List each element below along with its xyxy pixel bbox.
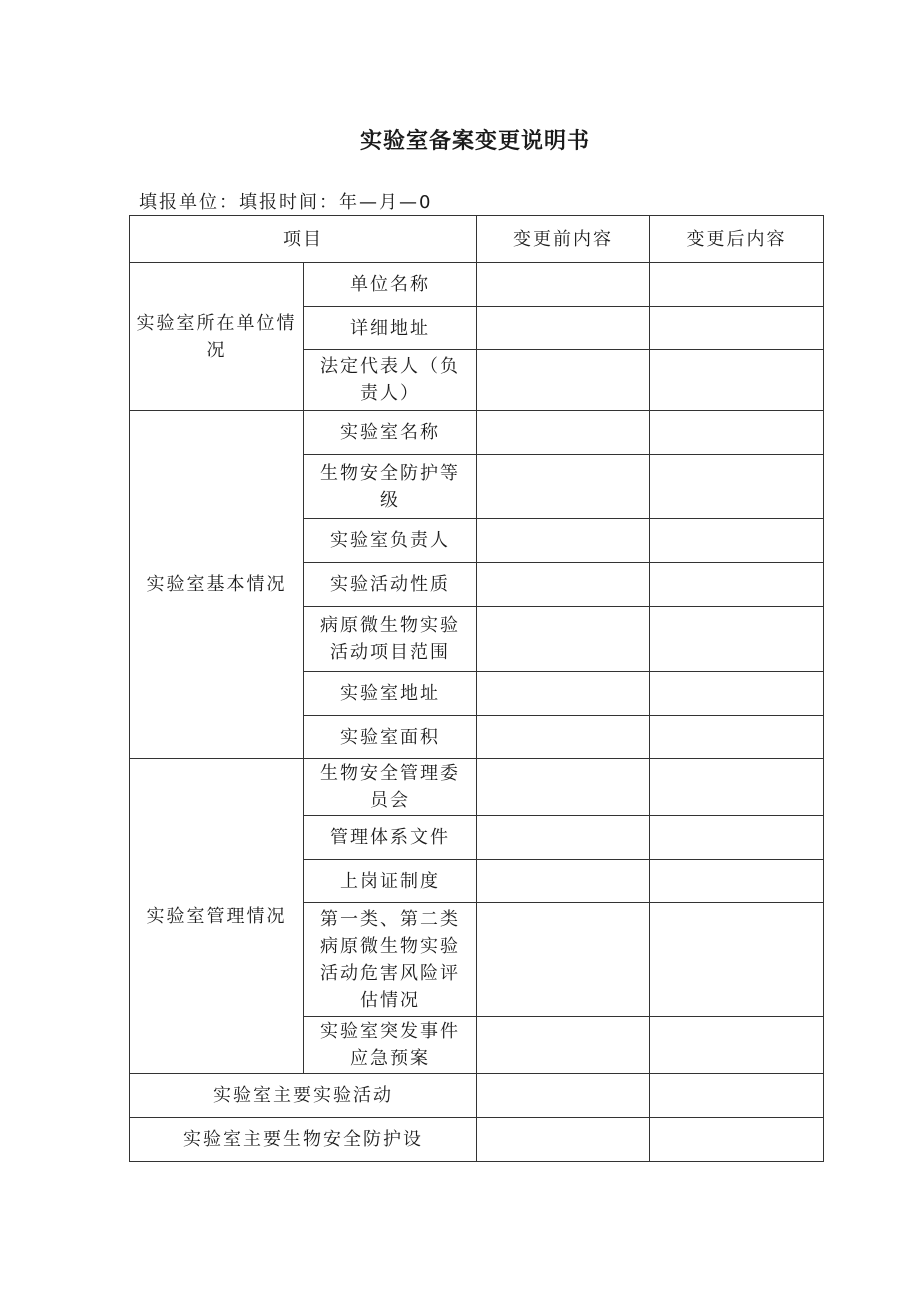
header-before-content: 变更前内容 (477, 216, 650, 263)
after-cell[interactable] (650, 903, 824, 1017)
row-label: 实验室突发事件应急预案 (304, 1017, 477, 1074)
before-cell[interactable] (477, 1017, 650, 1074)
row-label: 生物安全管理委员会 (304, 759, 477, 816)
before-cell[interactable] (477, 563, 650, 607)
before-cell[interactable] (477, 307, 650, 350)
change-description-table (129, 215, 824, 1162)
group-label: 实验室管理情况 (130, 759, 304, 1074)
group-label: 实验室基本情况 (130, 411, 304, 759)
after-cell[interactable] (650, 607, 824, 672)
after-cell[interactable] (650, 1074, 824, 1118)
document-title: 实验室备案变更说明书 (359, 129, 590, 154)
table-row (130, 263, 824, 307)
row-label: 上岗证制度 (304, 860, 477, 903)
after-cell[interactable] (650, 672, 824, 716)
row-label: 管理体系文件 (304, 816, 477, 860)
row-label: 生物安全防护等级 (304, 455, 477, 519)
after-cell[interactable] (650, 350, 824, 411)
after-cell[interactable] (650, 1118, 824, 1162)
table-row (130, 1118, 824, 1162)
header-after-content: 变更后内容 (650, 216, 824, 263)
row-label: 详细地址 (304, 307, 477, 350)
table-row (130, 759, 824, 816)
before-cell[interactable] (477, 350, 650, 411)
row-label: 第一类、第二类病原微生物实验活动危害风险评估情况 (304, 903, 477, 1017)
before-cell[interactable] (477, 263, 650, 307)
row-label: 实验室负责人 (304, 519, 477, 563)
after-cell[interactable] (650, 716, 824, 759)
after-cell[interactable] (650, 563, 824, 607)
before-cell[interactable] (477, 716, 650, 759)
table-row (130, 1074, 824, 1118)
row-label: 实验室主要实验活动 (130, 1074, 477, 1118)
after-cell[interactable] (650, 307, 824, 350)
fill-info-line: 填报单位：填报时间：年—月—0 (139, 192, 433, 213)
after-cell[interactable] (650, 455, 824, 519)
after-cell[interactable] (650, 1017, 824, 1074)
before-cell[interactable] (477, 860, 650, 903)
before-cell[interactable] (477, 1118, 650, 1162)
group-label: 实验室所在单位情况 (130, 263, 304, 411)
before-cell[interactable] (477, 759, 650, 816)
table-row (130, 411, 824, 455)
before-cell[interactable] (477, 607, 650, 672)
after-cell[interactable] (650, 860, 824, 903)
after-cell[interactable] (650, 816, 824, 860)
row-label: 实验活动性质 (304, 563, 477, 607)
before-cell[interactable] (477, 1074, 650, 1118)
before-cell[interactable] (477, 816, 650, 860)
row-label: 实验室地址 (304, 672, 477, 716)
before-cell[interactable] (477, 519, 650, 563)
after-cell[interactable] (650, 519, 824, 563)
after-cell[interactable] (650, 411, 824, 455)
row-label: 单位名称 (304, 263, 477, 307)
row-label: 法定代表人（负责人） (304, 350, 477, 411)
header-item: 项目 (130, 216, 477, 263)
row-label: 实验室面积 (304, 716, 477, 759)
table-header-row (130, 216, 824, 263)
row-label: 实验室名称 (304, 411, 477, 455)
before-cell[interactable] (477, 411, 650, 455)
before-cell[interactable] (477, 455, 650, 519)
after-cell[interactable] (650, 263, 824, 307)
before-cell[interactable] (477, 903, 650, 1017)
row-label: 病原微生物实验活动项目范围 (304, 607, 477, 672)
before-cell[interactable] (477, 672, 650, 716)
row-label: 实验室主要生物安全防护设 (130, 1118, 477, 1162)
after-cell[interactable] (650, 759, 824, 816)
